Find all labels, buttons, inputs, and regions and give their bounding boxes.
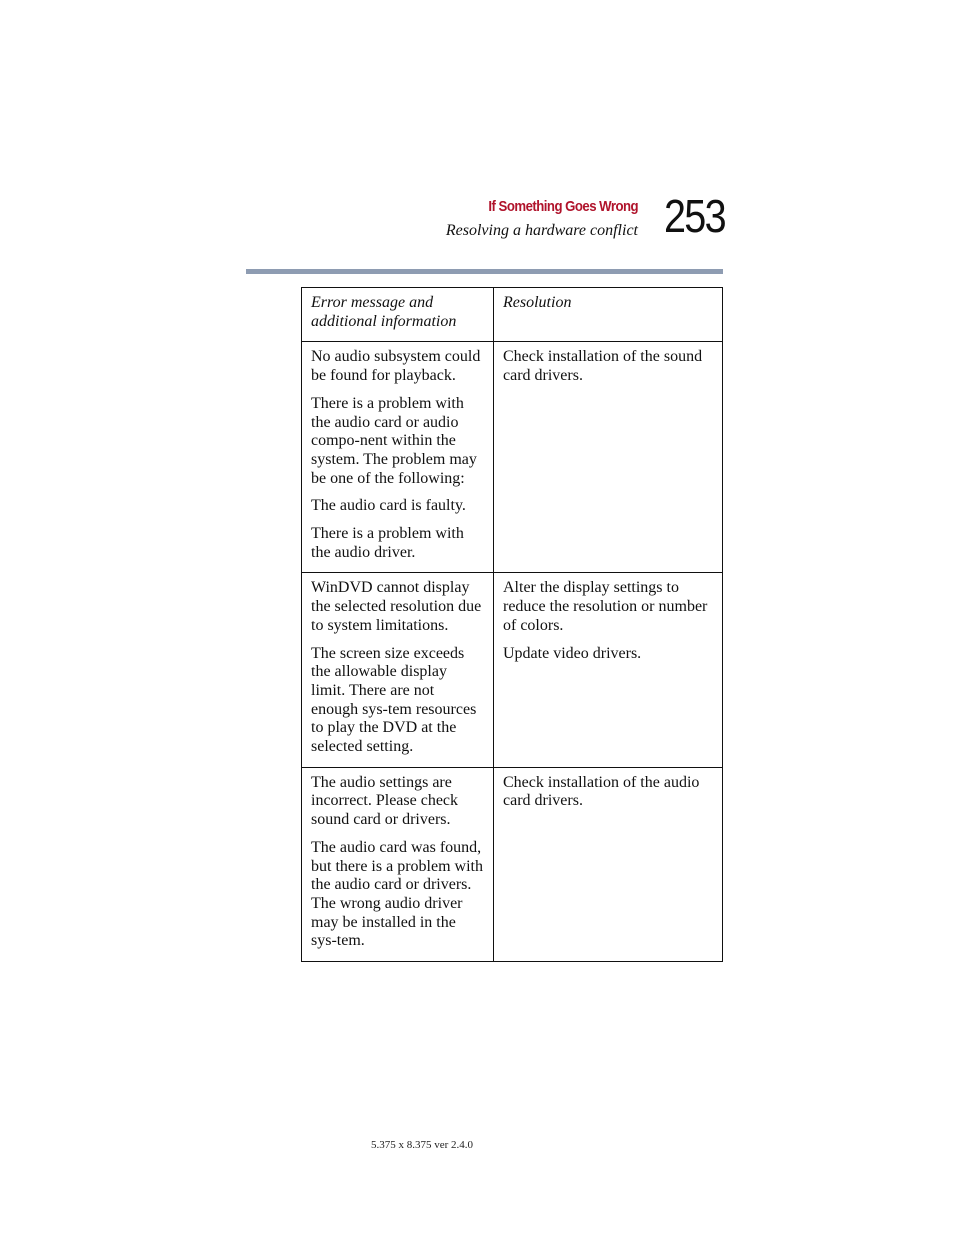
header-rule — [246, 269, 723, 274]
resolution-text: Check installation of the sound card drivers. — [503, 348, 703, 385]
error-cell — [302, 767, 494, 961]
error-detail: There is a problem with the audio card or audio compo-nent within the system. The problem may be one of the following: — [311, 394, 477, 487]
table-row — [302, 342, 723, 573]
section-title: Resolving a hardware conflict — [445, 222, 638, 239]
resolution-cell — [494, 342, 723, 573]
error-message: The audio settings are incorrect. Please check sound card or drivers. — [311, 773, 459, 829]
table-row — [302, 767, 723, 961]
page-number: 253 — [664, 190, 725, 242]
resolution-cell — [494, 767, 723, 961]
error-message: WinDVD cannot display the selected resolution due to system limitations. — [311, 579, 482, 634]
error-detail: The audio card was found, but there is a problem with the audio card or drivers. The wrong audio driver may be installed in the sys-tem. — [311, 838, 483, 950]
troubleshooting-table — [301, 287, 723, 962]
resolution-text: Alter the display settings to reduce the resolution or number of colors. — [503, 579, 708, 634]
resolution-cell — [494, 573, 723, 767]
error-message: No audio subsystem could be found for playback. — [311, 348, 481, 385]
table-row — [302, 573, 723, 767]
error-cell — [302, 342, 494, 573]
error-cell — [302, 573, 494, 767]
print-spec-footer: 5.375 x 8.375 ver 2.4.0 — [371, 1139, 474, 1151]
error-detail: The audio card is faulty. — [311, 497, 466, 515]
error-detail: There is a problem with the audio driver. — [311, 525, 464, 561]
resolution-text: Update video drivers. — [503, 644, 642, 662]
table-header-row — [302, 288, 723, 342]
resolution-text: Check installation of the audio card drivers. — [503, 773, 700, 810]
chapter-title: If Something Goes Wrong — [488, 198, 638, 215]
column-header-error: Error message and additional information — [302, 288, 494, 342]
error-detail: The screen size exceeds the allowable display limit. There are not enough sys-tem resources to play the DVD at the selected setting. — [311, 644, 477, 756]
column-header-resolution: Resolution — [494, 288, 723, 342]
